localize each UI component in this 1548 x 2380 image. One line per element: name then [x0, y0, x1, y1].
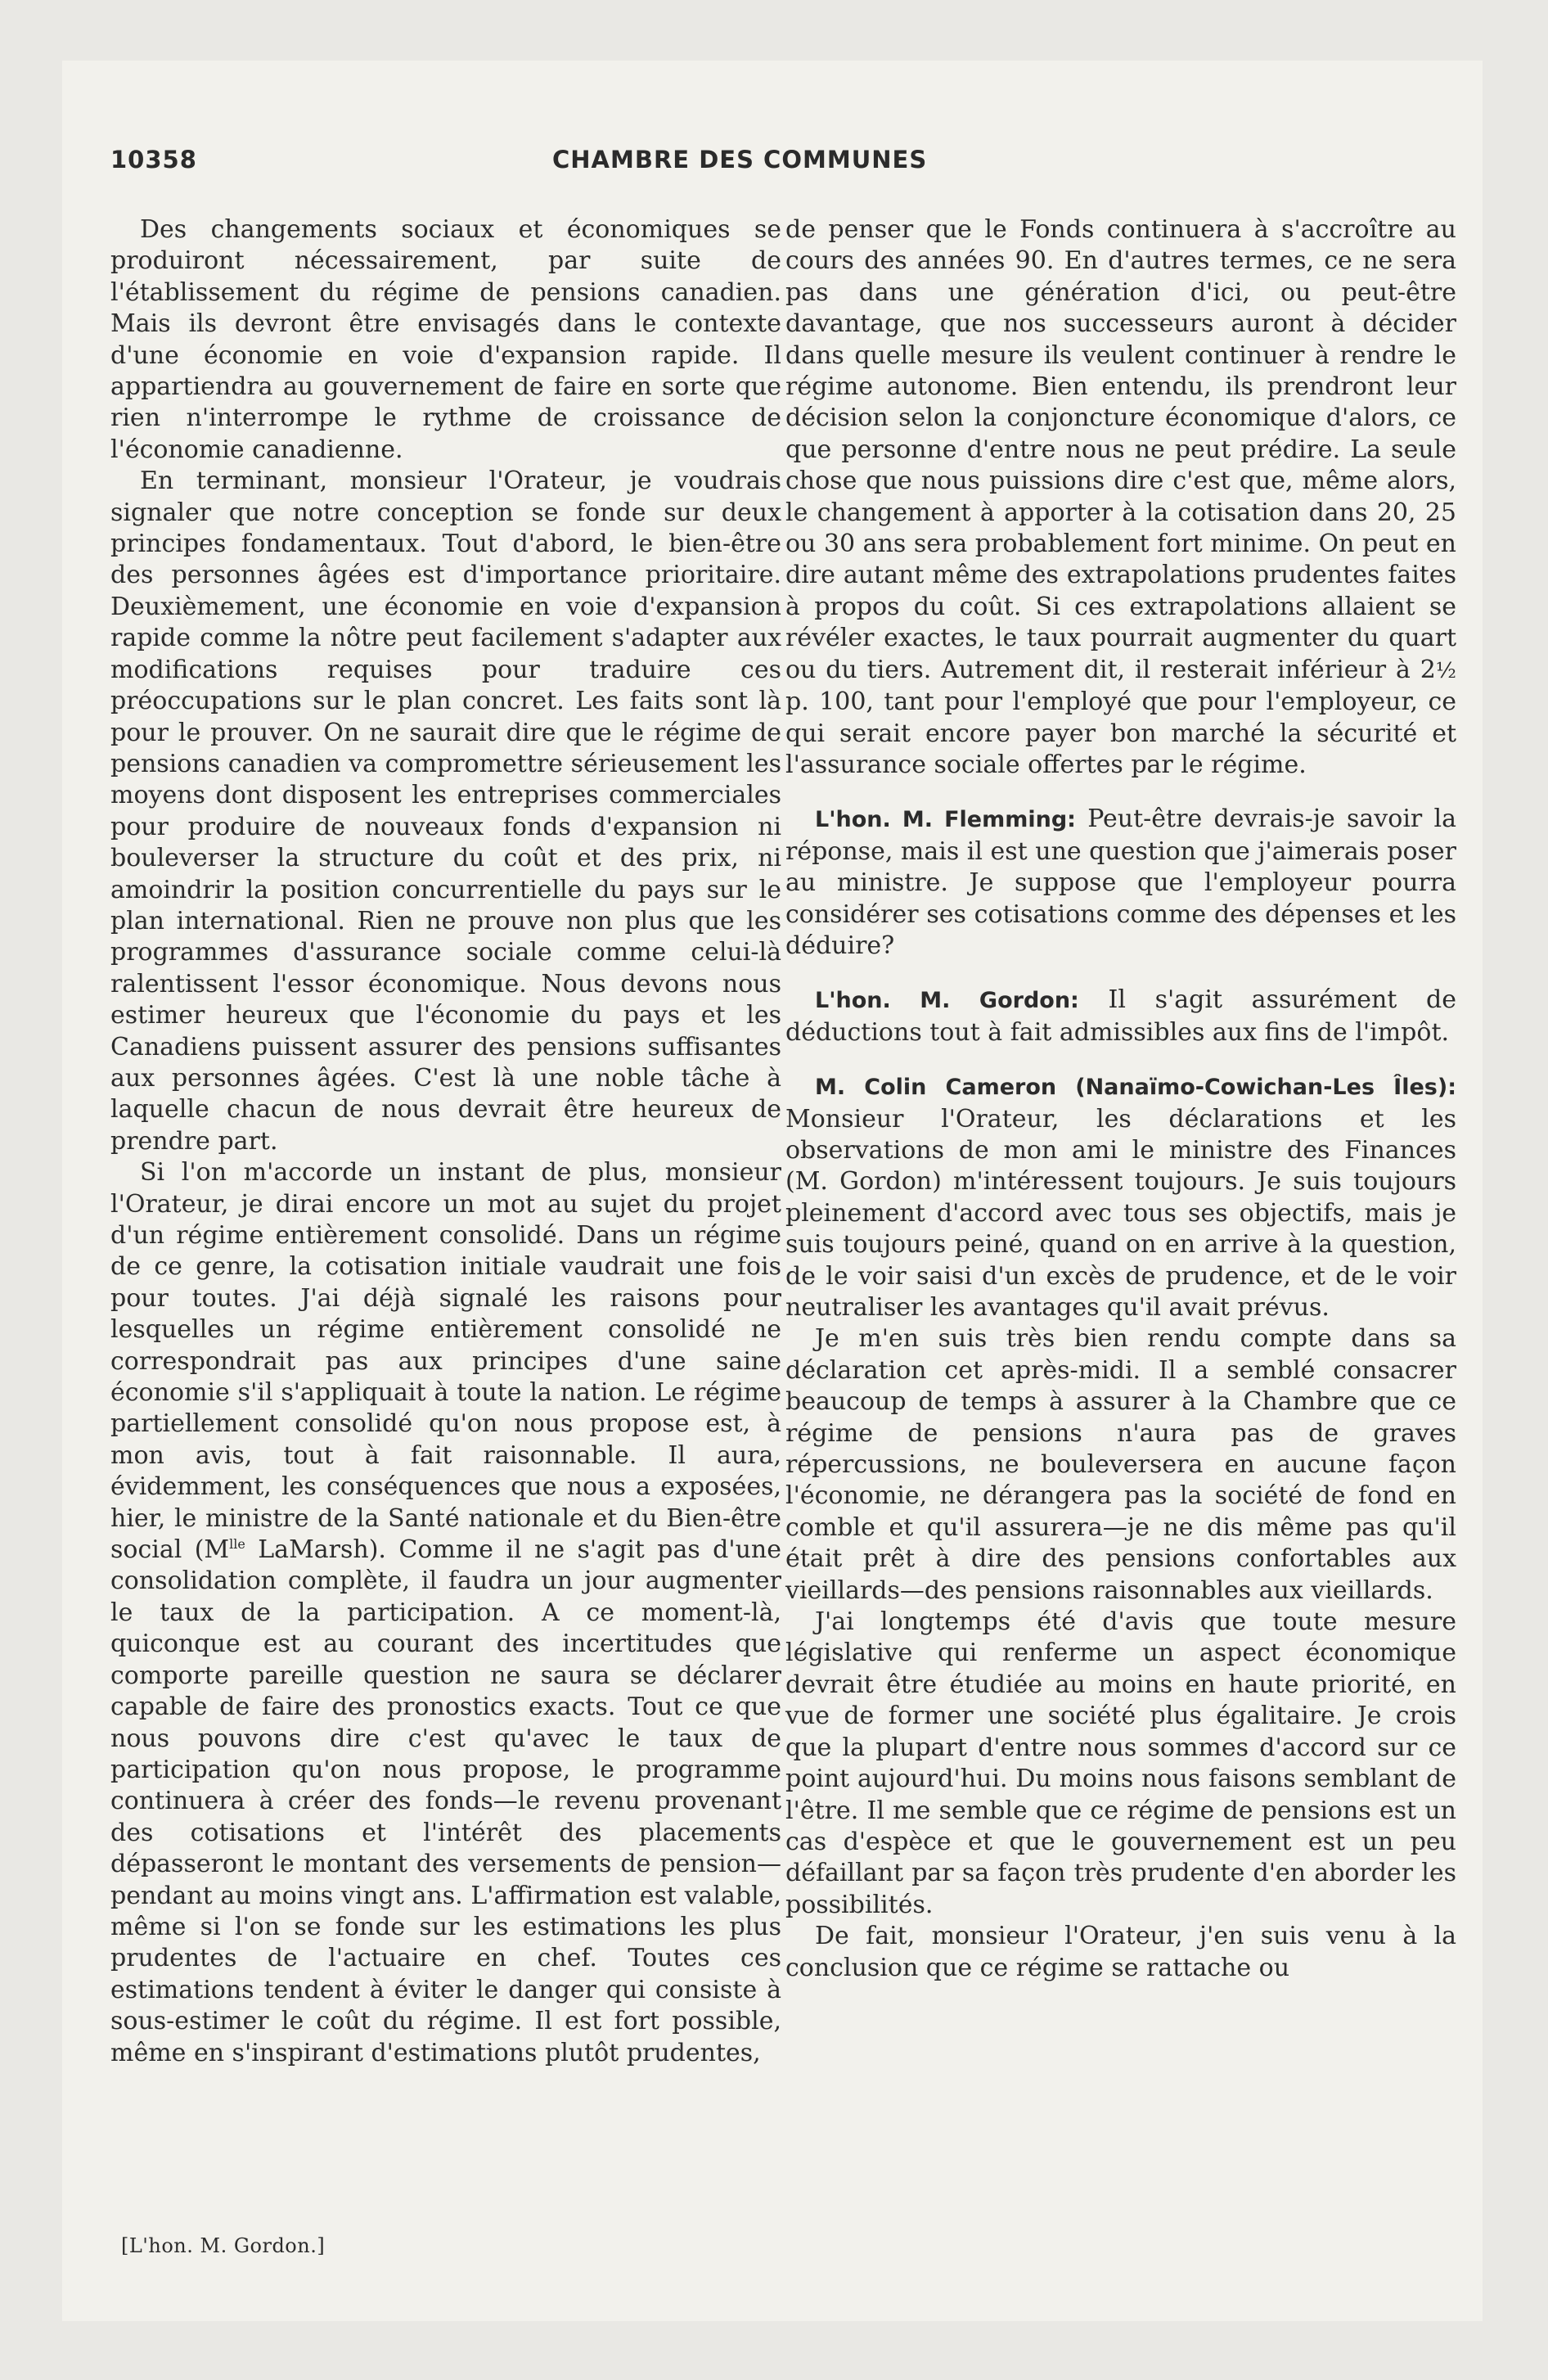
page-number: 10358: [110, 146, 197, 174]
paragraph: Je m'en suis très bien rendu compte dans sa déclaration cet après-midi. Il a semblé consacrer beaucoup de temps à assurer à la Chambre que ce régime de pensions n'aura pas de graves répercussions, ne bouleversera en aucune façon l'économie, ne dérangera pas la société de fond en comble et qu'il assurera—je ne dis même pas qu'il était prêt à dire des pensions confortables aux vieillards—des pensions raisonnables aux vieillards.: [785, 1324, 1456, 1605]
paragraph-text: Si l'on m'accorde un instant de plus, monsieur l'Orateur, je dirai encore un mot au sujet du projet d'un régime entièrement consolidé. Dans un régime de ce genre, la cotisation initiale vaudrait une fois pour toutes. J'ai déjà signalé les raisons pour lesquelles un régime entièrement consolidé ne correspondrait pas aux principes d'une saine économie s'il s'appliquait à toute la nation. Le régime partiellement consolidé qu'on nous propose est, à mon avis, tout à fait raisonnable. Il aura, évidemment, les conséquences que nous a exposées, hier, le ministre de la Santé nationale et du Bien-être social (M: [110, 1158, 781, 1565]
paragraph: Des changements sociaux et économiques se produiront nécessairement, par suite de l'établissement du régime de pensions canadien. Mais ils devront être envisagés dans le contexte d'une économie en voie d'expansion rapide. Il appartiendra au gouvernement de faire en sorte que rien n'interrompe le rythme de croissance de l'économie canadienne.: [110, 215, 781, 464]
paragraph-text: de penser que le Fonds continuera à s'accroître au cours des années 90. En d'autres termes, ce ne sera pas dans une génération d'ici, ou peut-être davantage, que nos successeurs auront à décider dans quelle mesure ils veulent continuer à rendre le régime autonome. Bien entendu, ils prendront leur décision selon la conjoncture économique d'alors, ce que personne d'entre nous ne peut prédire. La seule chose que nous puissions dire c'est que, même alors, le changement à apporter à la cotisation dans 20, 25 ou 30 ans sera probablement fort minime. On peut en dire autant même des extrapolations prudentes faites à propos du coût. Si ces extrapolations allaient se révéler exactes, le taux pourrait augmenter du quart ou du tiers. Autrement dit, il resterait inférieur à 2: [785, 215, 1456, 684]
paragraph-text: LaMarsh). Comme il ne s'agit pas d'une consolidation complète, il faudra un jour augmenter le taux de la participation. A ce moment-là, quiconque est au courant des incertitudes que comporte pareille question ne saura se déclarer capable de faire des pronostics exacts. Tout ce que nous pouvons dire c'est qu'avec le taux de participation qu'on nous propose, le programme continuera à créer des fonds—le revenu provenant des cotisations et l'intérêt des placements dépasseront le montant des versements de pension—pendant au moins vingt ans. L'affirmation est valable, même si l'on se fonde sur les estimations les plus prudentes de l'actuaire en chef. Toutes ces estimations tendent à éviter le danger qui consiste à sous-estimer le coût du régime. Il est fort possible, même en s'inspirant d'estimations plutôt prudentes,: [110, 1535, 781, 2067]
speaker-name: M. Colin Cameron (Nanaïmo-Cowichan-Les Îles):: [815, 1075, 1456, 1101]
speech-text: Peut-être devrais-je savoir la réponse, mais il est une question que j'aimerais poser au ministre. Je suppose que l'employeur pourra considérer ses cotisations comme des dépenses et les déduire?: [785, 805, 1456, 960]
speaker-name: L'hon. M. Gordon:: [815, 988, 1079, 1014]
right-column: [785, 214, 1456, 1984]
paragraph: De fait, monsieur l'Orateur, j'en suis venu à la conclusion que ce régime se rattache ou: [785, 1922, 1456, 1982]
speech-text: Monsieur l'Orateur, les déclarations et les observations de mon ami le ministre des Finances (M. Gordon) m'intéressent toujours. Je suis toujours pleinement d'accord avec tous ses objectifs, mais je suis toujours peiné, quand on en arrive à la question, de le voir saisi d'un excès de prudence, et de le voir neutraliser les avantages qu'il avait prévus.: [785, 1104, 1456, 1322]
speech: [785, 804, 1456, 962]
footer-speaker-reference: [L'hon. M. Gordon.]: [121, 2234, 326, 2257]
superscript: lle: [229, 1536, 245, 1553]
speech-text: Il s'agit assurément de déductions tout à fait admissibles aux fins de l'impôt.: [785, 985, 1456, 1047]
speaker-name: L'hon. M. Flemming:: [815, 807, 1076, 833]
paragraph: [785, 214, 1456, 781]
page-header: [110, 146, 1444, 188]
speech: [785, 985, 1456, 1048]
paragraph-text: p. 100, tant pour l'employé que pour l'employeur, ce qui serait encore payer bon marché la sécurité et l'assurance sociale offertes par le régime.: [785, 687, 1456, 779]
paragraph: En terminant, monsieur l'Orateur, je voudrais signaler que notre conception se fonde sur deux principes fondamentaux. Tout d'abord, le bien-être des personnes âgées est d'importance prioritaire. Deuxièmement, une économie en voie d'expansion rapide comme la nôtre peut facilement s'adapter aux modifications requises pour traduire ces préoccupations sur le plan concret. Les faits sont là pour le prouver. On ne saurait dire que le régime de pensions canadien va compromettre sérieusement les moyens dont disposent les entreprises commerciales pour produire de nouveaux fonds d'expansion ni bouleverser la structure du coût et des prix, ni amoindrir la position concurrentielle du pays sur le plan international. Rien ne prouve non plus que les programmes d'assurance sociale comme celui-là ralentissent l'essor économique. Nous devons nous estimer heureux que l'économie du pays et les Canadiens puissent assurer des pensions suffisantes aux personnes âgées. C'est là une noble tâche à laquelle chacun de nous devrait être heureux de prendre part.: [110, 467, 781, 1156]
fraction: ½: [1435, 658, 1456, 683]
left-column: [110, 214, 781, 2069]
speech: [785, 1071, 1456, 1323]
running-head-title: CHAMBRE DES COMMUNES: [552, 146, 928, 174]
paragraph: [110, 1157, 781, 2069]
paragraph: J'ai longtemps été d'avis que toute mesure législative qui renferme un aspect économique devrait être étudiée au moins en haute priorité, en vue de former une société plus égalitaire. Je crois que la plupart d'entre nous sommes d'accord sur ce point aujourd'hui. Du moins nous faisons semblant de l'être. Il me semble que ce régime de pensions est un cas d'espèce et que le gouvernement est un peu défaillant par sa façon très prudente d'en aborder les possibilités.: [785, 1607, 1456, 1919]
